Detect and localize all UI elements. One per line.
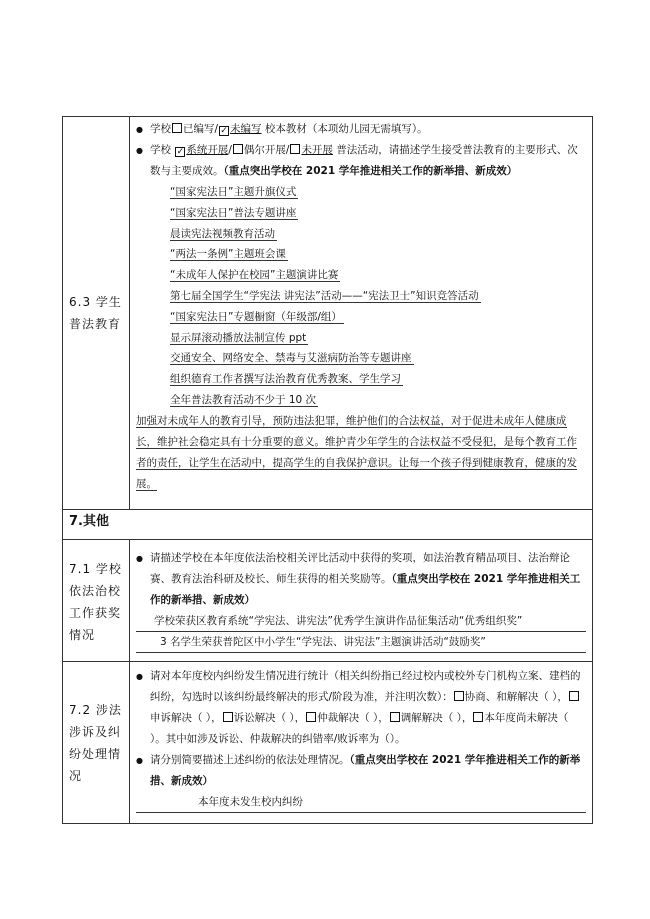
activity-item: 晨读宪法视频教育活动 [170,227,275,240]
row-content-6-3 [130,117,593,510]
checkbox-negotiation[interactable] [454,691,464,701]
row-7-2 [63,662,593,824]
activity-item: 显示屏滚动播放法制宣传 ppt [170,331,307,344]
awards-question: 请描述学校在本年度依法治校相关评比活动中获得的奖项，如法治教育精品项目、法治辩论赛、教育法治科研及校长、师生获得的相关奖励等。 [150,552,570,585]
option-written: 已编写 [183,123,215,135]
checkbox-mediation[interactable] [390,712,400,722]
activity-list [136,182,586,411]
bullet-disputes-stats [136,666,586,750]
checkbox-systematic[interactable]: ✓ [176,147,185,157]
bullet-icon: ● [136,672,143,681]
option-arbitration: 仲裁解决（ ）， [317,712,389,724]
report-table [62,116,593,824]
emphasis-note: （重点突出学校在 2021 学年推进相关工作的新举措、新成效） [223,165,518,177]
row-7-1 [63,540,593,662]
activity-item: 组织德育工作者撰写法治教育优秀教案、学生学习 [170,373,401,386]
bullet-awards [136,548,586,611]
checkbox-occasional[interactable] [233,144,243,154]
emphasis-note: （重点突出学校在 2021 学年推进相关工作的新举措、新成效） [150,754,581,787]
activity-item: “国家宪法日”主题升旗仪式 [170,186,297,198]
option-mediation: 调解解决（ ）， [400,712,473,724]
error-rate-text: 其中如涉及诉讼、仲裁解决的纠错率/败诉率为（）。 [165,733,406,745]
row-label-6-3: 6.3 学生普法教育 [63,117,130,510]
activities-prefix: 学校 [150,144,171,156]
activity-item: 全年普法教育活动不少于 10 次 [170,393,317,406]
row-content-7-1 [130,540,593,662]
activities-question: 普法活动，请描述学生接受普法教育的主要形式、次数与主要成效。 [150,144,578,177]
textbook-suffix: 校本教材（本项幼儿园无需填写）。 [264,123,428,135]
option-appeal: 申诉解决（ ）， [150,712,222,724]
bullet-disputes-handling [136,750,586,792]
disputes-answer: 本年度未发生校内纠纷 [198,796,303,808]
option-occasional: 偶尔开展 [243,144,286,156]
checkbox-written[interactable] [172,123,182,133]
activity-item: 交通安全、网络安全、禁毒与艾滋病防治等专题讲座 [170,352,412,365]
emphasis-note: （重点突出学校在 2021 学年推进相关工作的新举措、新成效） [150,573,581,606]
checkbox-litigation[interactable] [223,712,233,722]
textbook-prefix: 学校 [150,123,171,135]
summary-paragraph: 加强对未成年人的教育引导，预防违法犯罪，维护他们的合法权益，对于促进未成年人健康成长，维护社会稳定具有十分重要的意义。维护青少年学生的合法权益不受侵犯，是每个教育工作者的责任，让学生在活动中，提高学生的自我保护意识。让每一个孩子得到健康教育，健康的发展。 [136,414,577,490]
checkbox-not-written[interactable]: ✓ [220,126,228,136]
activity-item: “国家宪法日”专题橱窗（年级部/组） [170,310,342,323]
activity-item: “未成年人保护在校园”主题演讲比赛 [170,269,339,282]
option-litigation: 诉讼解决（ ）， [233,712,306,724]
option-unresolved: 本年度尚未解决（ ）。 [150,712,569,745]
award-line-1: 学校荣获区教育系统“学宪法、讲宪法”优秀学生演讲作品征集活动“优秀组织奖” [136,611,586,632]
disputes-question: 请对本年度校内纠纷发生情况进行统计（相关纠纷指已经过校内或校外专门机构立案、建档的纠纷，勾选时以该纠纷最终解决的形式/阶段为准，并注明次数）： [150,670,581,703]
row-label-7-2: 7.2 涉法涉诉及纠纷处理情况 [63,662,130,824]
option-not-carried: 未开展 [301,144,333,156]
checkbox-not-carried[interactable] [290,144,300,154]
activity-item: “两法一条例”主题班会课 [170,248,286,261]
option-systematic: 系统开展 [186,144,229,156]
award-line-2: 3 名学生荣获普陀区中小学生“学宪法、讲宪法”主题演讲活动“鼓励奖” [136,632,586,653]
option-not-written: 未编写 [230,123,262,135]
bullet-icon: ● [136,554,143,563]
disputes-answer-line [136,792,586,813]
checkbox-arbitration[interactable] [306,712,316,722]
row-content-7-2 [130,662,593,824]
bullet-icon: ● [136,756,143,765]
bullet-icon: ● [136,125,143,134]
bullet-textbook: ● 学校 已编写/ ✓ 未编写 校本教材（本项幼儿园无需填写）。 [136,119,586,140]
row-6-3 [63,117,593,510]
checkbox-appeal[interactable] [569,691,579,701]
activity-item: 第七届全国学生“学宪法 讲宪法”活动——“宪法卫士”知识竞答活动 [170,289,479,302]
row-label-7-1: 7.1 学校依法治校工作获奖情况 [63,540,130,662]
option-negotiation: 协商、和解解决（ ）， [464,691,568,703]
bullet-activities: ● 学校 ✓ 系统开展/ 偶尔开展/ 未开展 普法活动，请描述学生接受普法教育的主要形式、次数与主要成效。（重点突出学校在 2021 学年推进相关工作的新举措、新成效） [136,140,586,182]
bullet-icon: ● [136,146,143,155]
section-title: 7.其他 [63,510,593,540]
checkbox-unresolved[interactable] [473,712,483,722]
section-7-row [63,510,593,540]
handling-question: 请分别简要描述上述纠纷的依法处理情况。 [150,754,350,766]
activity-item: “国家宪法日”普法专题讲座 [170,206,297,219]
form-page [62,116,593,824]
